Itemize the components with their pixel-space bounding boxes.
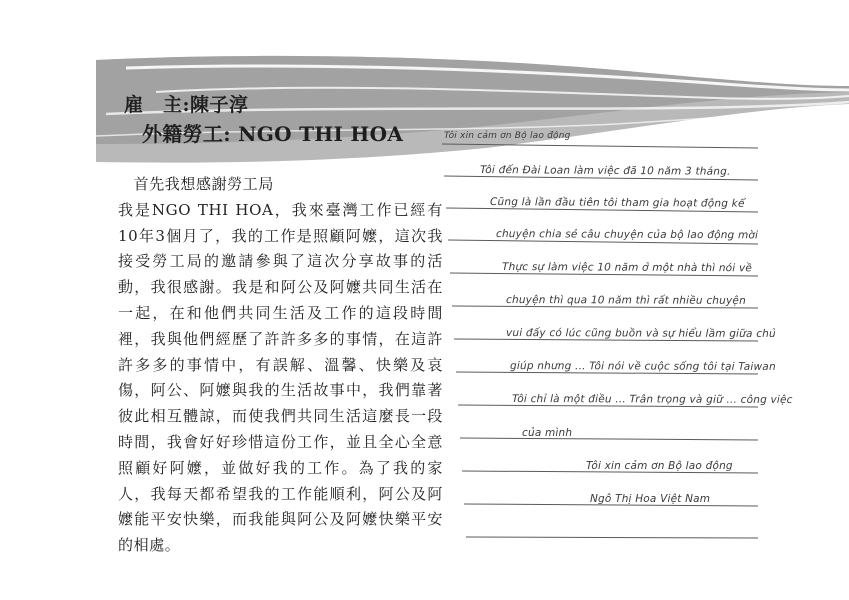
letter-line: Tôi xin cảm ơn Bộ lao động: [586, 460, 733, 472]
worker-name: NGO THI HOA: [238, 122, 404, 146]
employer-line: [124, 93, 403, 117]
story-body-text: 首先我想感謝勞工局 我是NGO THI HOA，我來臺灣工作已經有10年3個月了，我的工作是照顧阿嬤，這次我接受勞工局的邀請參與了這次分享故事的活動，我很感謝。我是和阿公及阿嬤共同生活在一起，在和他們共同生活及工作的這段時間裡，我與他們經歷了許許多多的事情，在這許許多多的事情中，有誤解、溫馨、快樂及哀傷，阿公、阿嬤與我的生活故事中，我們靠著彼此相互體諒，而使我們共同生活這麼長一段時間，我會好好珍惜這份工作，並且全心全意照顧好阿嬤，並做好我的工作。為了我的家人，我每天都希望我的工作能順利，阿公及阿嬤能平安快樂，而我能與阿公及阿嬤快樂平安的相處。: [118, 175, 443, 555]
letter-line: giúp nhưng ... Tôi nói về cuộc sống tôi tại Taiwan: [509, 360, 776, 373]
letter-line: Tôi chỉ là một điều ... Trân trọng và giữ ... công việc: [511, 393, 793, 406]
employer-name: 陳子淳: [190, 94, 249, 116]
employer-label: 雇 主:: [124, 94, 191, 116]
letter-line: chuyện chia sẻ câu chuyện của bộ lao động mời: [495, 228, 759, 242]
letter-line: Tôi đến Đài Loan làm việc đã 10 năm 3 tháng.: [479, 164, 731, 178]
worker-label: 外籍勞工:: [142, 122, 231, 146]
header-block: [124, 93, 403, 149]
letter-line: vui đấy có lúc cũng buồn và sự hiểu lầm giữa chủ: [505, 327, 776, 340]
letter-line: Tôi xin cảm ơn Bộ lao động: [444, 131, 571, 141]
letter-signature: Ngô Thị Hoa Việt Nam: [590, 493, 711, 505]
worker-line: [142, 119, 403, 149]
letter-text-layer: [440, 130, 793, 550]
letter-line: chuyện thì qua 10 năm thì rất nhiều chuyện: [505, 294, 746, 307]
letter-line: Thực sự làm việc 10 năm ở một nhà thì nói về: [501, 261, 753, 275]
letter-line: của mình: [522, 427, 573, 439]
letter-line: Cũng là lần đầu tiên tôi tham gia hoạt động kể: [489, 196, 745, 210]
